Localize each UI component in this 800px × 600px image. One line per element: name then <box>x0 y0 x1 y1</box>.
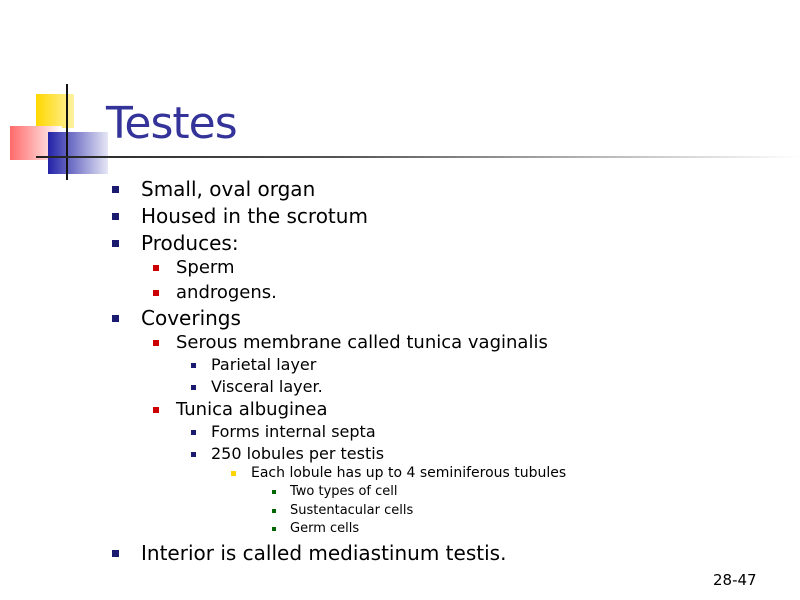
bullet-text: Produces: <box>141 231 239 255</box>
bullet-text: Forms internal septa <box>211 422 376 441</box>
bullet-text: Germ cells <box>290 521 360 536</box>
bullet-text: Sperm <box>176 257 235 278</box>
bullet-text: Parietal layer <box>211 355 317 374</box>
bullet-marker-icon <box>272 527 276 531</box>
bullet-item <box>211 377 323 397</box>
bullet-marker-icon <box>153 265 159 271</box>
bullet-item <box>141 203 368 229</box>
bullet-item <box>211 422 376 442</box>
bullet-text: Tunica albuginea <box>176 399 328 420</box>
bullet-item <box>176 331 548 355</box>
bullet-item <box>141 305 241 331</box>
bullet-text: Small, oval organ <box>141 177 316 201</box>
bullet-item <box>141 176 315 202</box>
bullet-marker-icon <box>191 430 196 435</box>
bullet-item <box>141 230 239 256</box>
bullet-text: 250 lobules per testis <box>211 444 385 463</box>
bullet-marker-icon <box>191 363 196 368</box>
bullet-marker-icon <box>112 240 119 247</box>
bullet-item <box>141 540 506 566</box>
bullet-item <box>290 502 413 519</box>
bullet-marker-icon <box>153 407 159 413</box>
bullet-text: Interior is called mediastinum testis. <box>141 541 507 565</box>
bullet-text: Each lobule has up to 4 seminiferous tubules <box>251 465 567 481</box>
bullet-item <box>176 398 328 422</box>
bullet-text: Visceral layer. <box>211 377 323 396</box>
bullet-item <box>211 355 316 375</box>
slide-title: Testes <box>106 98 237 149</box>
bullet-text: Two types of cell <box>290 484 398 499</box>
page-number: 28-47 <box>713 571 757 589</box>
bullet-marker-icon <box>272 509 276 513</box>
bullet-item <box>211 444 384 464</box>
bullet-marker-icon <box>191 452 196 457</box>
bullet-marker-icon <box>112 315 119 322</box>
bullet-item <box>290 520 359 537</box>
bullet-item <box>251 464 566 482</box>
bullet-text: Serous membrane called tunica vaginalis <box>176 332 548 353</box>
bullet-text: Sustentacular cells <box>290 503 414 518</box>
bullet-marker-icon <box>231 471 236 476</box>
bullet-marker-icon <box>272 490 276 494</box>
bullet-item <box>176 256 235 280</box>
bullet-text: androgens. <box>176 282 277 303</box>
bullet-marker-icon <box>112 213 119 220</box>
bullet-text: Housed in the scrotum <box>141 204 368 228</box>
bullet-item <box>176 281 277 305</box>
bullet-marker-icon <box>153 340 159 346</box>
bullet-item <box>290 483 398 500</box>
bullet-marker-icon <box>112 186 119 193</box>
bullet-marker-icon <box>153 290 159 296</box>
bullet-marker-icon <box>112 550 119 557</box>
bullet-marker-icon <box>191 385 196 390</box>
bullet-text: Coverings <box>141 306 241 330</box>
